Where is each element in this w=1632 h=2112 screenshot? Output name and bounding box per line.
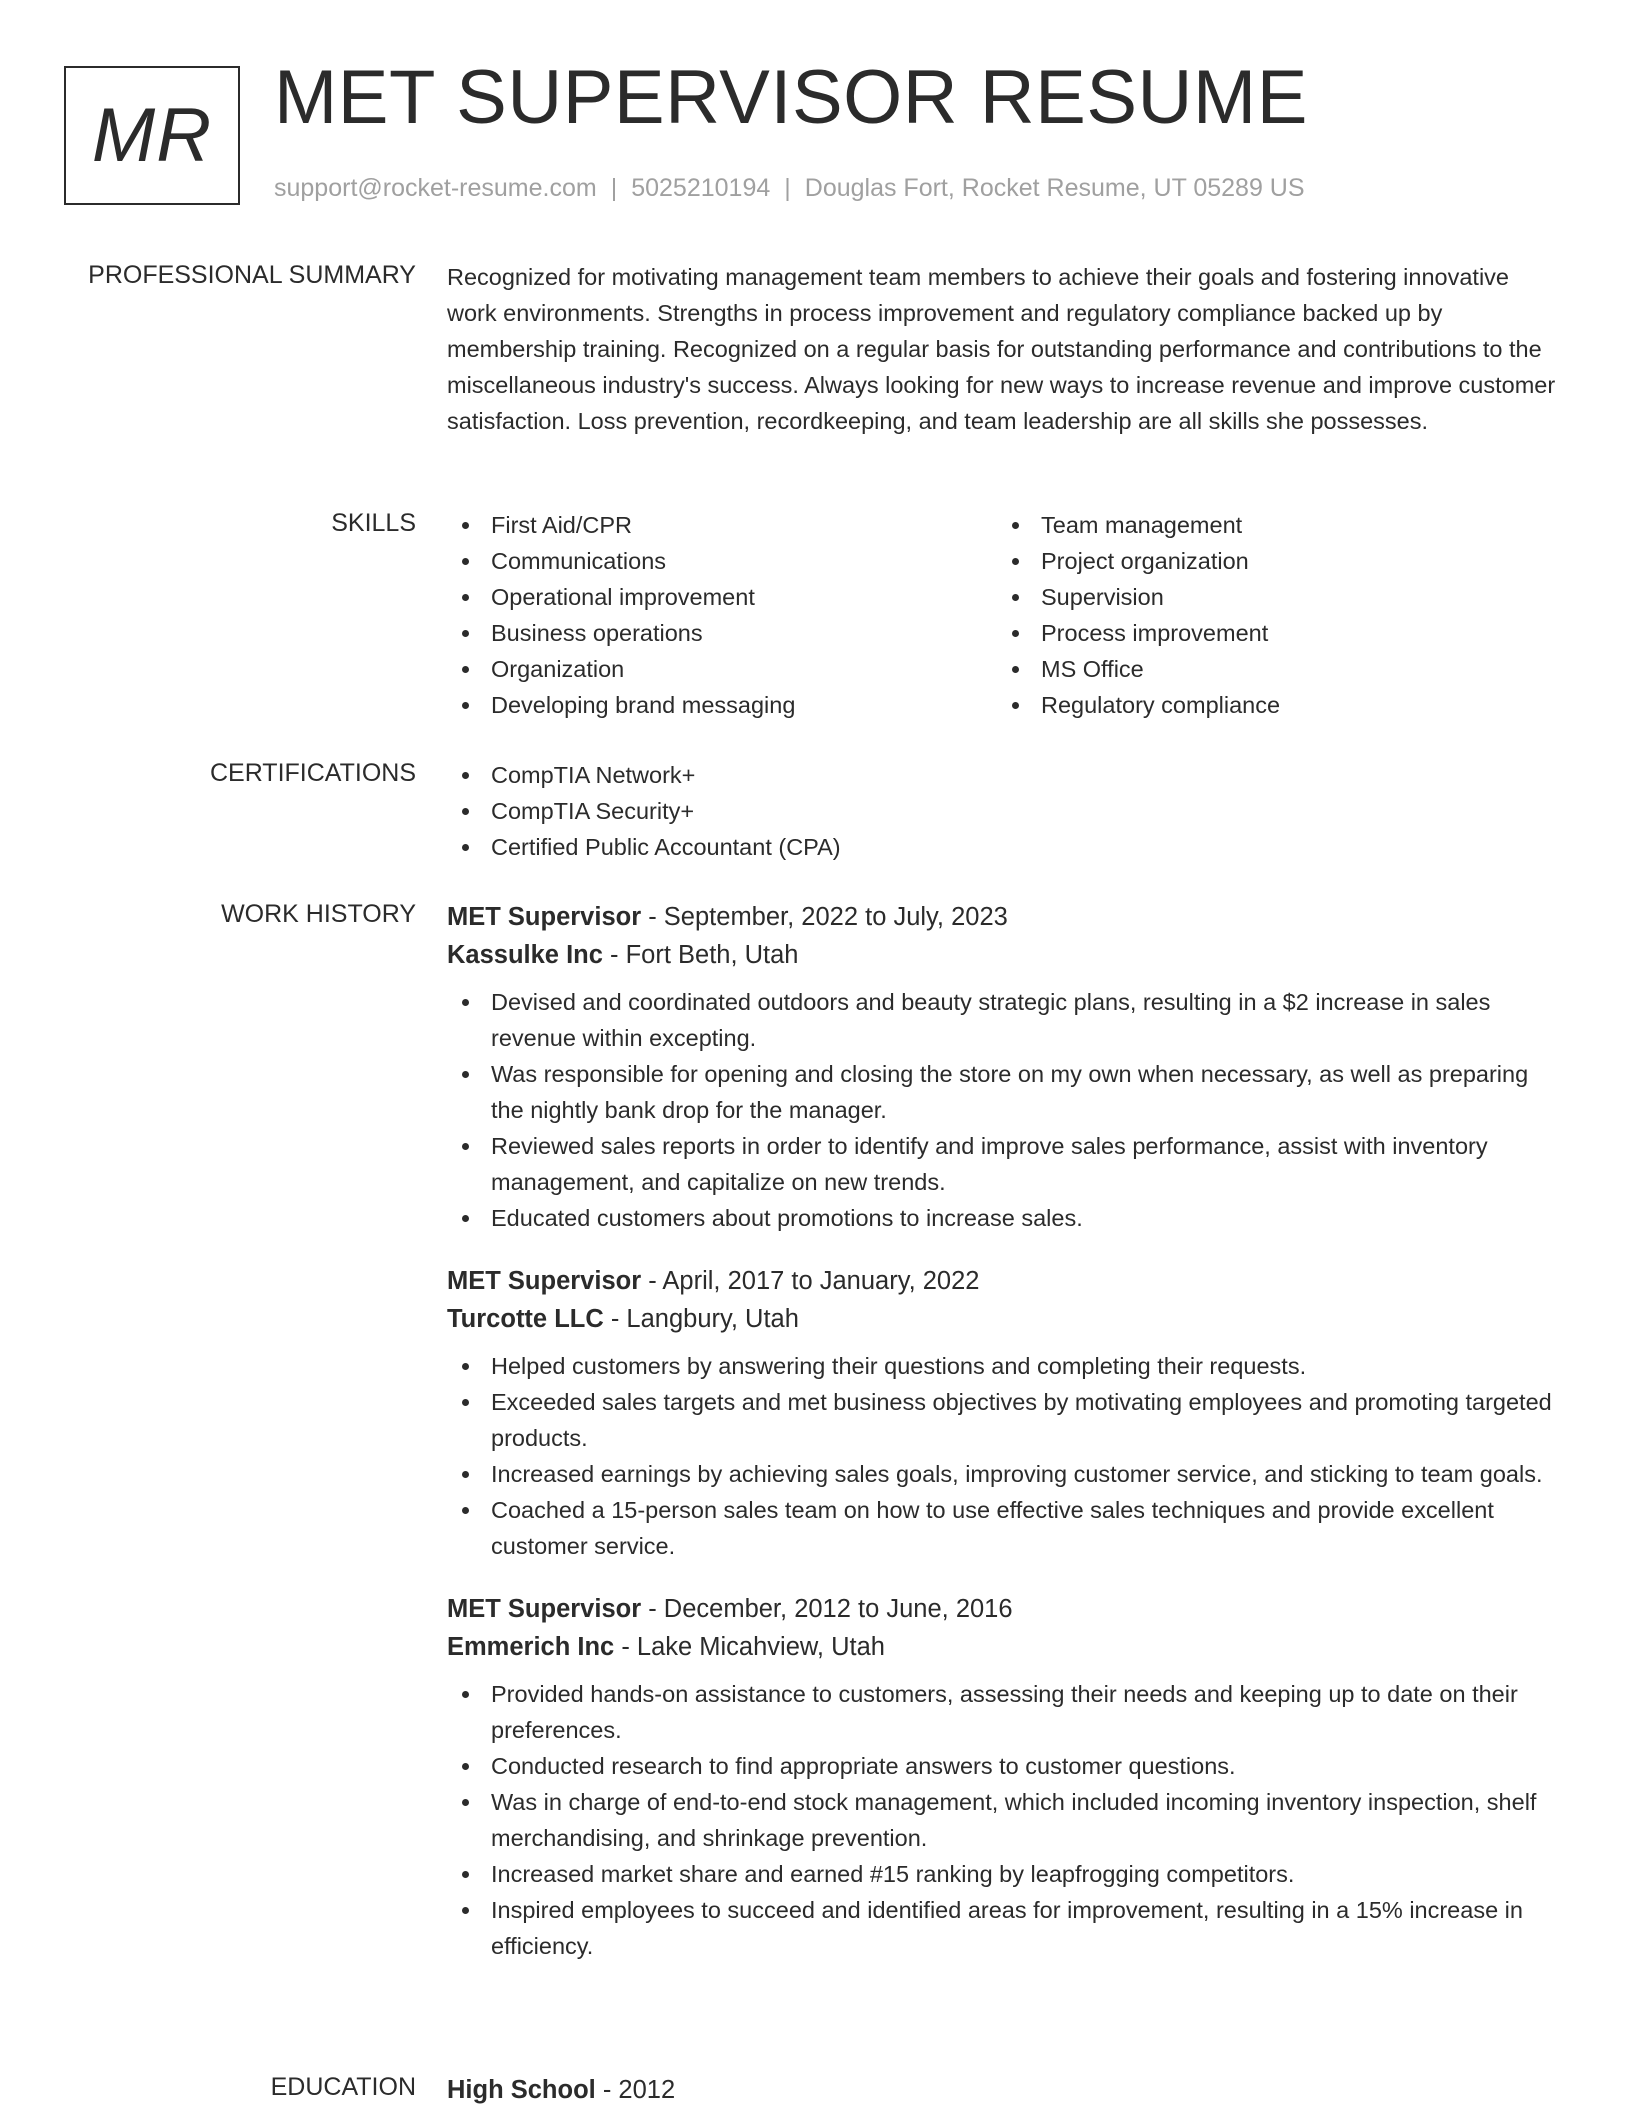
job-duty-item: Was in charge of end-to-end stock management, which included incoming inventory inspection, shelf merchandising, and shrinkage prevention. <box>447 1784 1562 1856</box>
contact-separator: | <box>610 174 618 202</box>
skill-item: Regulatory compliance <box>997 687 1547 723</box>
certifications-body <box>447 757 1562 865</box>
page-title: MET SUPERVISOR RESUME <box>274 55 1308 140</box>
job-company: Turcotte LLC <box>447 1305 604 1333</box>
skill-item: Organization <box>447 651 997 687</box>
skills-column-left <box>447 507 997 723</box>
job-duty-item: Reviewed sales reports in order to identify and improve sales performance, assist with inventory management, and capitalize on new trends. <box>447 1128 1562 1200</box>
job-dates: - September, 2022 to July, 2023 <box>641 903 1008 931</box>
job-duty-item: Increased earnings by achieving sales goals, improving customer service, and sticking to team goals. <box>447 1456 1562 1492</box>
job-company-line <box>447 936 1562 974</box>
monogram-initials: MR <box>91 93 213 178</box>
certification-item: CompTIA Security+ <box>447 793 1562 829</box>
job-duty-item: Educated customers about promotions to increase sales. <box>447 1200 1562 1236</box>
job-entry <box>447 898 1562 1236</box>
job-duty-item: Exceeded sales targets and met business objectives by motivating employees and promoting targeted products. <box>447 1384 1562 1456</box>
job-title-line <box>447 1590 1562 1628</box>
job-duties-list <box>447 1348 1562 1564</box>
job-company-line <box>447 1628 1562 1666</box>
job-duty-item: Inspired employees to succeed and identified areas for improvement, resulting in a 15% increase in efficiency. <box>447 1892 1562 1964</box>
certification-item: Certified Public Accountant (CPA) <box>447 829 1562 865</box>
job-dates: - December, 2012 to June, 2016 <box>641 1595 1013 1623</box>
job-duty-item: Helped customers by answering their questions and completing their requests. <box>447 1348 1562 1384</box>
skill-item: Team management <box>997 507 1547 543</box>
summary-text: Recognized for motivating management team members to achieve their goals and fostering innovative work environments. Strengths in process improvement and regulatory compliance backed up by membership training. Recognized on a regular basis for outstanding performance and contributions to the miscellaneous industry's success. Always looking for new ways to increase revenue and improve customer satisfaction. Loss prevention, recordkeeping, and team leadership are all skills she possesses. <box>447 264 1556 434</box>
job-title: MET Supervisor <box>447 1595 642 1623</box>
job-dates: - April, 2017 to January, 2022 <box>641 1267 980 1295</box>
skill-item: MS Office <box>997 651 1547 687</box>
job-company-line <box>447 1300 1562 1338</box>
job-title: MET Supervisor <box>447 903 642 931</box>
section-label-education: EDUCATION <box>270 2073 416 2101</box>
job-location: - Lake Micahview, Utah <box>614 1633 885 1661</box>
skills-list-left <box>447 507 997 723</box>
job-duty-item: Increased market share and earned #15 ranking by leapfrogging competitors. <box>447 1856 1562 1892</box>
job-duties-list <box>447 984 1562 1236</box>
job-duties-list <box>447 1676 1562 1964</box>
summary-body <box>447 259 1562 439</box>
skill-item: Developing brand messaging <box>447 687 997 723</box>
skill-item: First Aid/CPR <box>447 507 997 543</box>
job-location: - Langbury, Utah <box>603 1305 799 1333</box>
job-title: MET Supervisor <box>447 1267 642 1295</box>
skill-item: Supervision <box>997 579 1547 615</box>
job-entry <box>447 1262 1562 1564</box>
monogram-box <box>64 66 240 205</box>
contact-phone: 5025210194 <box>631 174 771 202</box>
skills-columns <box>447 507 1562 723</box>
contact-email: support@rocket-resume.com <box>274 174 597 202</box>
certification-item: CompTIA Network+ <box>447 757 1562 793</box>
job-duty-item: Was responsible for opening and closing the store on my own when necessary, as well as preparing the nightly bank drop for the manager. <box>447 1056 1562 1128</box>
skill-item: Business operations <box>447 615 997 651</box>
job-duty-item: Provided hands-on assistance to customers, assessing their needs and keeping up to date on their preferences. <box>447 1676 1562 1748</box>
education-line <box>447 2071 1562 2109</box>
skill-item: Process improvement <box>997 615 1547 651</box>
job-duty-item: Devised and coordinated outdoors and beauty strategic plans, resulting in a $2 increase in sales revenue within excepting. <box>447 984 1562 1056</box>
section-label-skills: SKILLS <box>331 509 416 537</box>
contact-line <box>274 174 1305 203</box>
skill-item: Operational improvement <box>447 579 997 615</box>
skill-item: Project organization <box>997 543 1547 579</box>
skills-body <box>447 507 1562 723</box>
contact-address: Douglas Fort, Rocket Resume, UT 05289 US <box>804 174 1305 202</box>
job-entry <box>447 1590 1562 1964</box>
contact-separator: | <box>784 174 791 202</box>
skill-item: Communications <box>447 543 997 579</box>
section-label-summary: PROFESSIONAL SUMMARY <box>88 261 416 289</box>
education-degree: High School <box>447 2076 596 2104</box>
skills-column-right <box>997 507 1547 723</box>
section-label-work-history: WORK HISTORY <box>221 900 416 928</box>
certifications-list <box>447 757 1562 865</box>
job-company: Kassulke Inc <box>447 941 603 969</box>
job-company: Emmerich Inc <box>447 1633 615 1661</box>
job-location: - Fort Beth, Utah <box>602 941 799 969</box>
section-label-certifications: CERTIFICATIONS <box>209 759 416 787</box>
job-title-line <box>447 898 1562 936</box>
education-body <box>447 2071 1562 2109</box>
skills-list-right <box>997 507 1547 723</box>
job-duty-item: Coached a 15-person sales team on how to use effective sales techniques and provide excellent customer service. <box>447 1492 1562 1564</box>
education-year: - 2012 <box>595 2076 676 2104</box>
job-title-line <box>447 1262 1562 1300</box>
job-duty-item: Conducted research to find appropriate answers to customer questions. <box>447 1748 1562 1784</box>
work-history-body <box>447 898 1562 1990</box>
